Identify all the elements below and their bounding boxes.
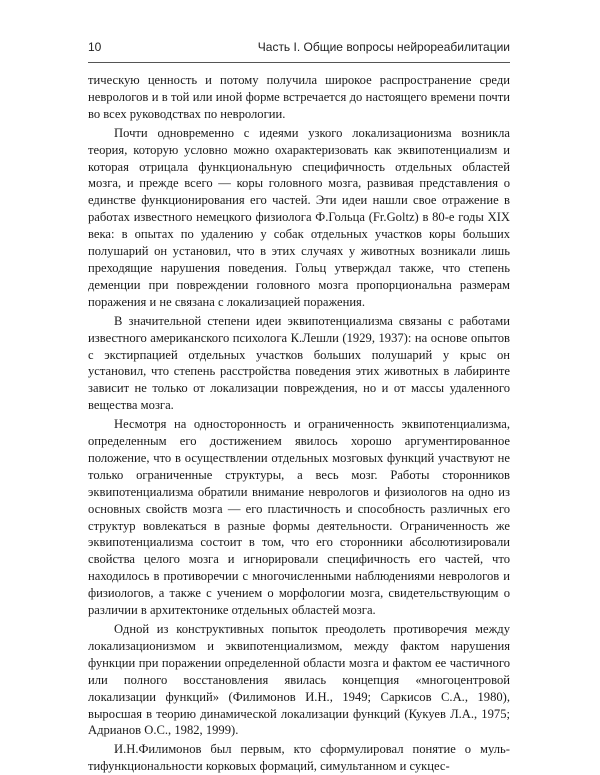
- running-head: Часть I. Общие вопросы нейрореабилитации: [257, 40, 510, 54]
- header-rule: [88, 62, 510, 63]
- paragraph: И.Н.Филимонов был первым, кто сформулировал понятие о мультифункциональности корковых формаций, симультанном и сукцес-: [88, 742, 510, 774]
- body-text: [88, 72, 510, 775]
- paragraph: Несмотря на односторонность и ограниченность эквипотенциализма, определенным его достижением явилось хорошо аргументированное положение, что в осуществлении отдельных мозговых функций участвуют не только ограниченные структуры, а весь мозг. Работы сторонников эквипотенциализма обратили внимание неврологов и физиологов на одно из основных свойств мозга — его пластичность и способность различных его структур вовлекаться в разные формы деятельности. Ограниченность же эквипотенциализма состоит в том, что его сторонники абсолютизировали свойства целого мозга и игнорировали специфичность его частей, что находилось в противоречии с многочисленными наблюдениями неврологов и физиологов, а также с учением о морфологии мозга, свидетельствующим о различии в архитектонике отдельных областей мозга.: [88, 417, 510, 618]
- paragraph: Почти одновременно с идеями узкого локализационизма возникла теория, которую условно можно охарактеризовать как эквипотенциализм и которая отрицала функциональную специфичность отдельных областей мозга, и прежде всего — коры головного мозга, развивая представления о единстве функционирования его частей. Эти идеи нашли свое отражение в работах известного немецкого физиолога Ф.Гольца (Fr.Goltz) в 80-е годы XIX века: в опытах по удалению у собак отдельных участков коры больших полушарий он установил, что в этих случаях у животных возникали лишь преходящие нарушения поведения. Гольц утверждал также, что степень деменции при повреждении головного мозга пропорциональна размерам поражения и не связана с локализацией поражения.: [88, 125, 510, 309]
- page-number: 10: [88, 40, 102, 54]
- paragraph: Одной из конструктивных попыток преодолеть противоречия между локализационизмом и эквипотенциализмом, между фактом нарушения функции при поражении определенной области мозга и фактом ее частичного или полного восстановления явилась концепция «многоцентровой локализации функций» (Филимонов И.Н., 1949; Саркисов С.А., 1980), выросшая в теорию динамической локализации функций (Кукуев Л.А., 1975; Адрианов О.С., 1982, 1999).: [88, 622, 510, 738]
- paragraph: В значительной степени идеи эквипотенциализма связаны с работами известного американского психолога К.Лешли (1929, 1937): на основе опытов с экстирпацией отдельных участков больших полушарий у крыс он установил, что степень расстройства поведения этих животных в лабиринте зависит не только от локализации повреждения, но и от массы удаленного вещества мозга.: [88, 313, 510, 413]
- paragraph-continuation: тическую ценность и потому получила широкое распространение среди неврологов и в той или иной форме встречается до настоящего времени почти во всех руководствах по неврологии.: [88, 73, 510, 121]
- page-header: [88, 40, 510, 58]
